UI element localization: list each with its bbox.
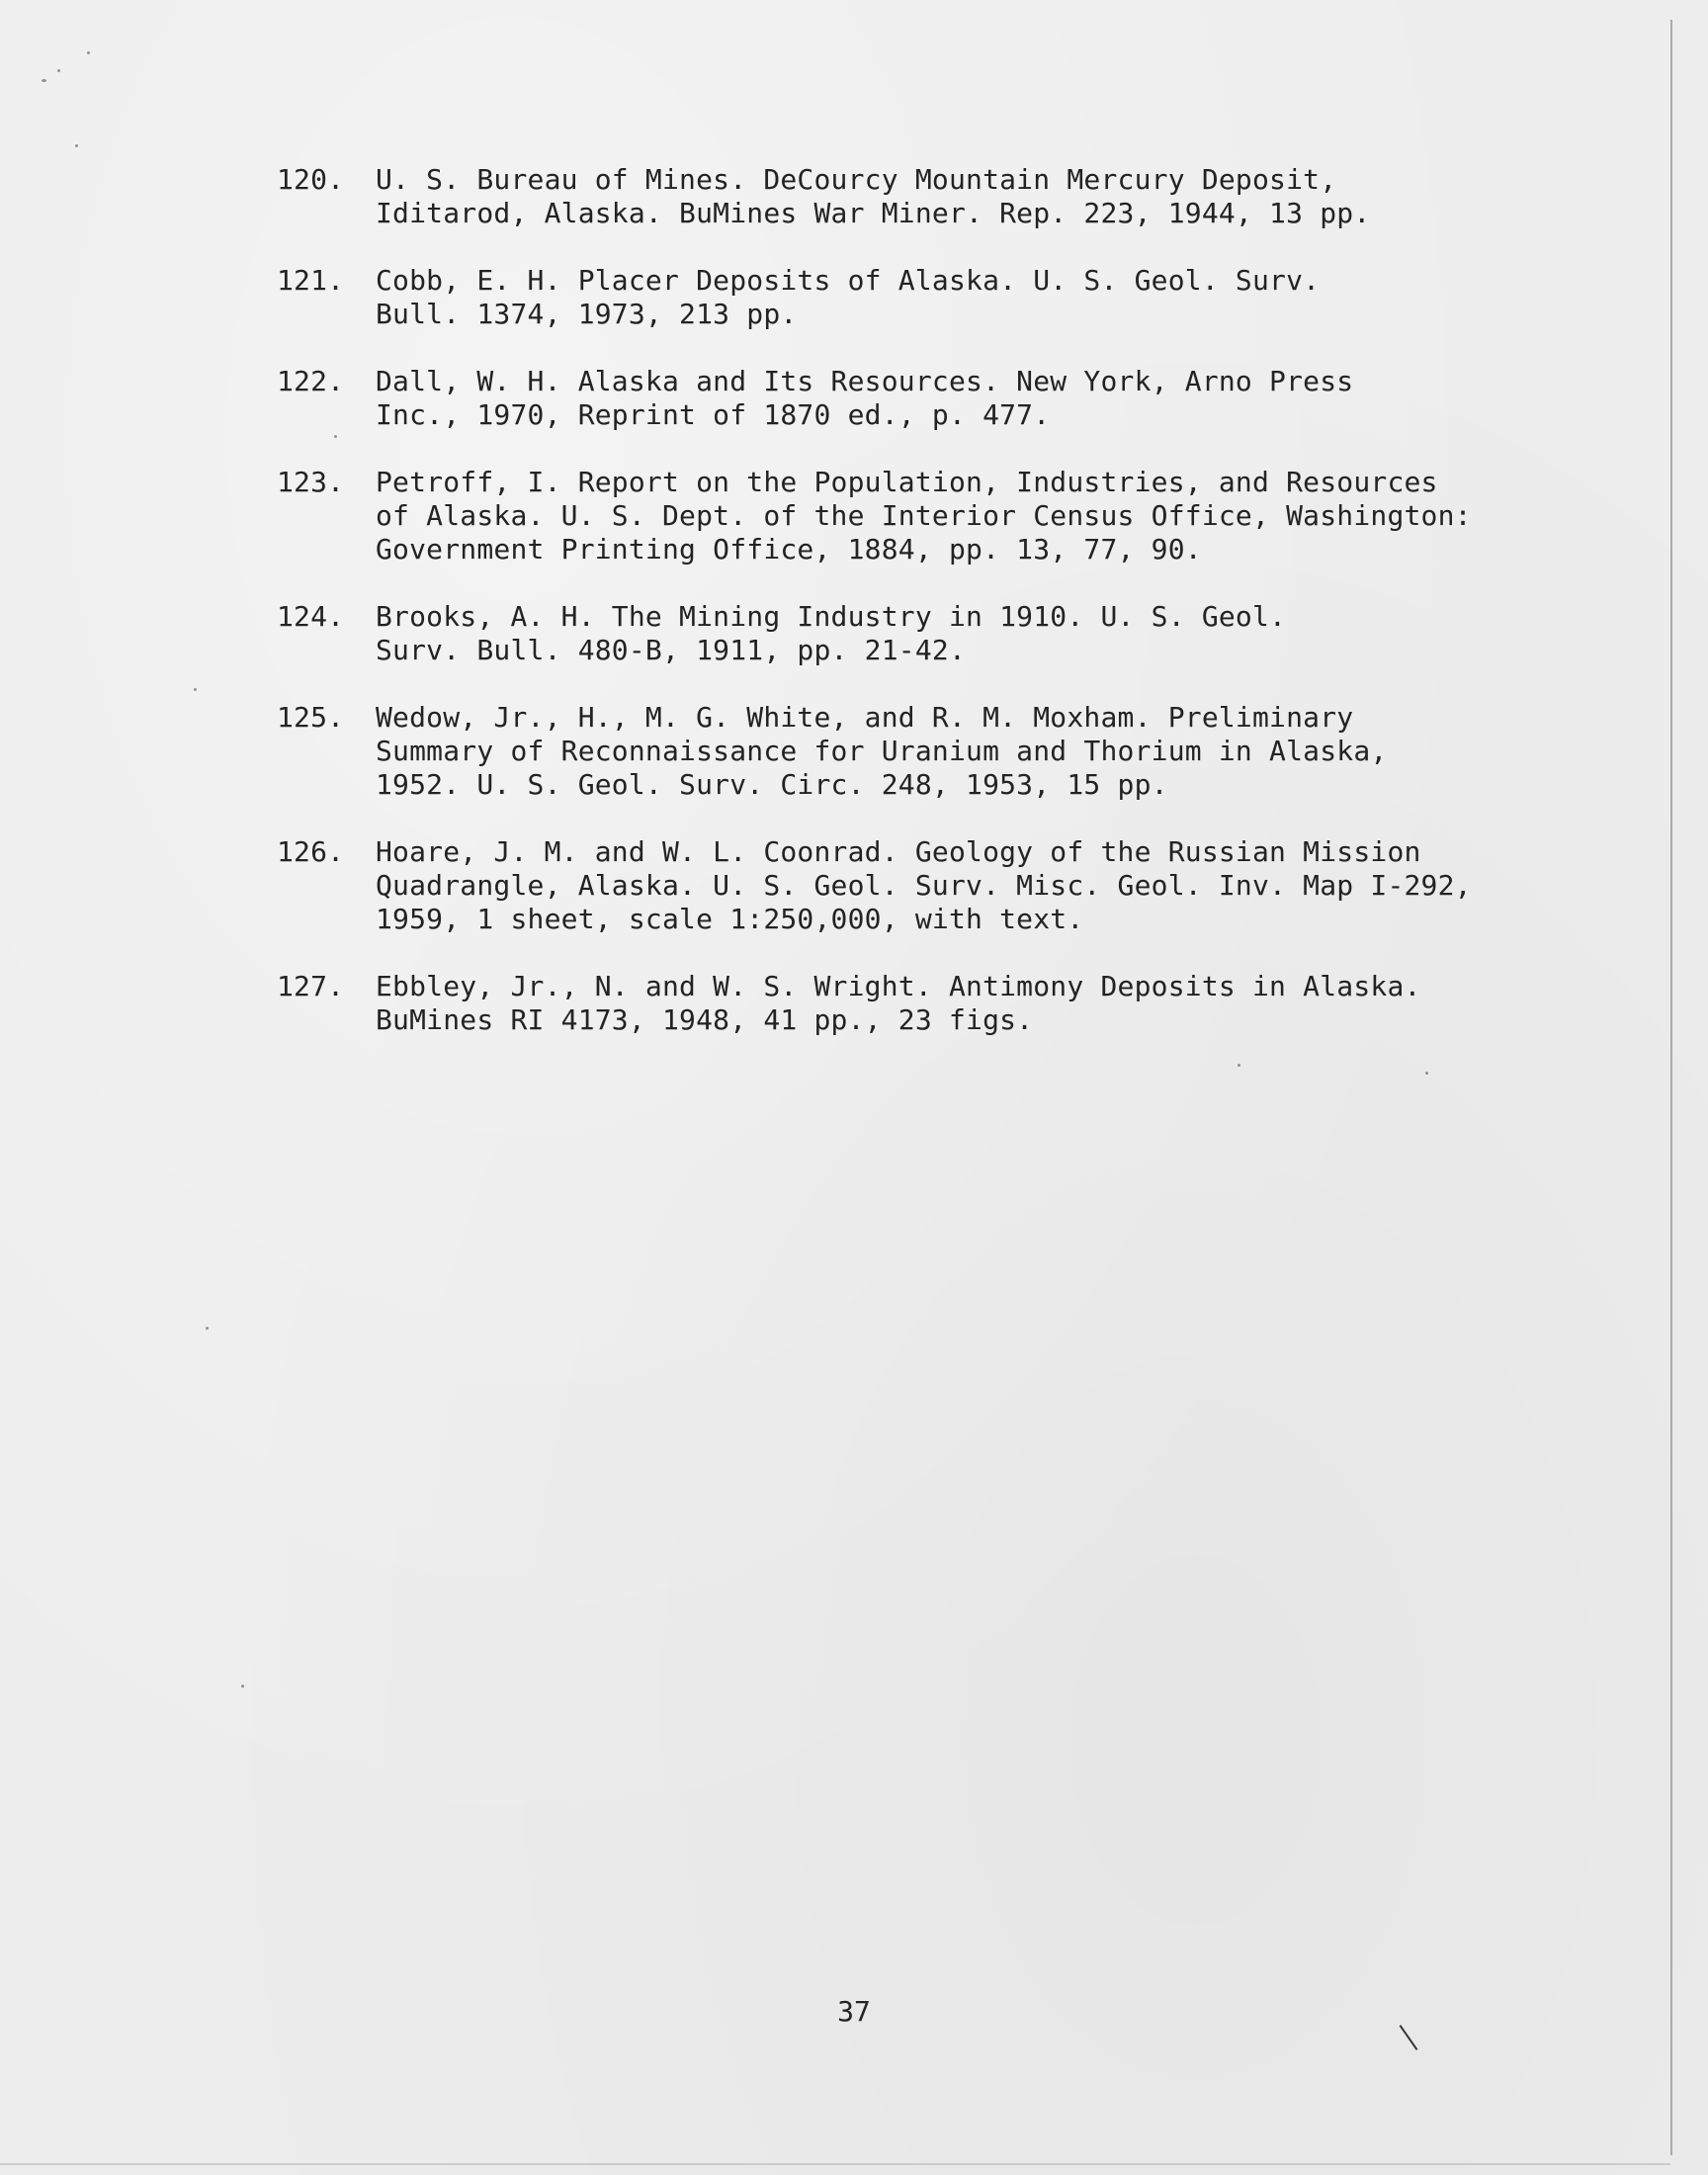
reference-text: Ebbley, Jr., N. and W. S. Wright. Antimony Deposits in Alaska. BuMines RI 4173, 1948, 41 pp., 23 figs.	[376, 970, 1421, 1036]
reference-list	[277, 163, 1562, 1071]
reference-item	[277, 600, 1562, 667]
scan-speck	[42, 79, 46, 82]
reference-number: 123.	[277, 466, 345, 498]
reference-item	[277, 163, 1562, 230]
reference-number: 121.	[277, 264, 345, 297]
reference-number: 127.	[277, 970, 345, 1002]
reference-number: 125.	[277, 701, 345, 734]
reference-number: 122.	[277, 365, 345, 397]
reference-item	[277, 264, 1562, 331]
reference-text: U. S. Bureau of Mines. DeCourcy Mountain Mercury Deposit, Iditarod, Alaska. BuMines War Miner. Rep. 223, 1944, 13 pp.	[376, 163, 1371, 229]
reference-number: 120.	[277, 163, 345, 196]
reference-text: Petroff, I. Report on the Population, Industries, and Resources of Alaska. U. S. Dept. of the Interior Census Office, Washington: Government Printing Office, 1884, pp. 13, 77, 90.	[376, 466, 1472, 566]
scan-speck	[87, 51, 90, 54]
reference-item	[277, 466, 1562, 566]
scan-speck	[206, 1327, 209, 1330]
page-edge-right	[1670, 20, 1672, 2155]
reference-text: Hoare, J. M. and W. L. Coonrad. Geology of the Russian Mission Quadrangle, Alaska. U. S. Geol. Surv. Misc. Geol. Inv. Map I-292, 1959, 1 sheet, scale 1:250,000, with text.	[376, 835, 1472, 935]
reference-item	[277, 365, 1562, 432]
scan-speck	[194, 688, 197, 691]
scan-speck	[1425, 1072, 1428, 1075]
reference-item	[277, 835, 1562, 936]
page-edge-bottom	[0, 2163, 1670, 2165]
scan-speck	[57, 69, 60, 72]
reference-text: Dall, W. H. Alaska and Its Resources. New York, Arno Press Inc., 1970, Reprint of 1870 ed., p. 477.	[376, 365, 1354, 431]
scan-speck	[75, 144, 78, 147]
reference-text: Cobb, E. H. Placer Deposits of Alaska. U. S. Geol. Surv. Bull. 1374, 1973, 213 pp.	[376, 264, 1321, 330]
reference-item	[277, 701, 1562, 802]
reference-item	[277, 970, 1562, 1037]
pen-mark	[1400, 2025, 1418, 2050]
reference-number: 126.	[277, 835, 345, 868]
reference-text: Brooks, A. H. The Mining Industry in 1910. U. S. Geol. Surv. Bull. 480-B, 1911, pp. 21-42.	[376, 600, 1287, 666]
reference-text: Wedow, Jr., H., M. G. White, and R. M. Moxham. Preliminary Summary of Reconnaissance for Uranium and Thorium in Alaska, 1952. U. S. Geol. Surv. Circ. 248, 1953, 15 pp.	[376, 701, 1388, 801]
reference-number: 124.	[277, 600, 345, 633]
page-number: 37	[837, 1995, 871, 2028]
scan-speck	[241, 1685, 244, 1688]
